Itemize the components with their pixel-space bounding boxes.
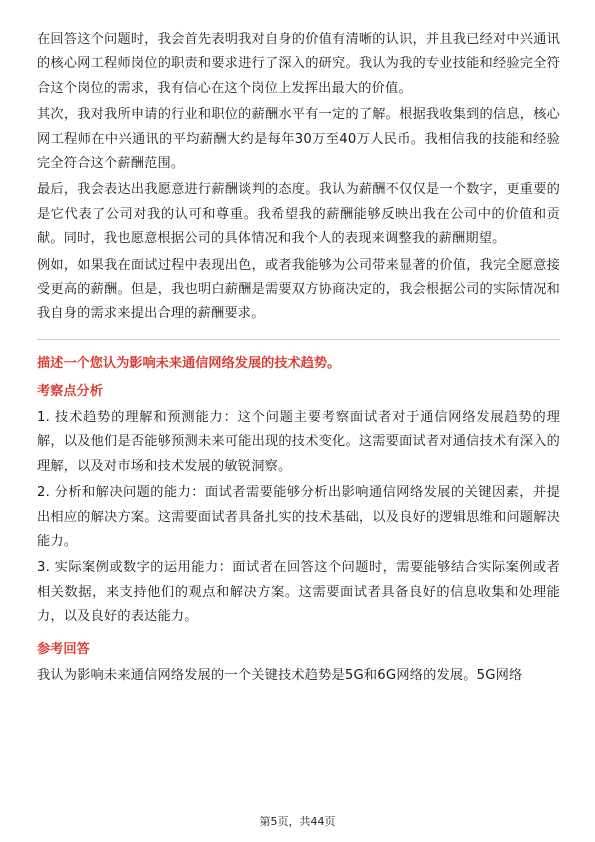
analysis-point-1: 1. 技术趋势的理解和预测能力：这个问题主要考察面试者对于通信网络发展趋势的理解，以及他们是否能够预测未来可能出现的技术变化。这需要面试者对通信技术有深入的理解，以及对市场和技术发展的敏锐洞察。 xyxy=(37,409,560,474)
analysis-point-3: 3. 实际案例或数字的运用能力：面试者在回答这个问题时，需要能够结合实际案例或者相关数据，来支持他们的观点和解决方案。这需要面试者具备良好的信息收集和处理能力，以及良好的表达能力。 xyxy=(37,560,560,625)
analysis-point-2: 2. 分析和解决问题的能力：面试者需要能够分析出影响通信网络发展的关键因素，并提出相应的解决方案。这需要面试者具备扎实的技术基础，以及良好的逻辑思维和问题解决能力。 xyxy=(37,485,560,549)
answer-paragraph-3: 最后，我会表达出我愿意进行薪酬谈判的态度。我认为薪酬不仅仅是一个数字，更重要的是它代表了公司对我的认可和尊重。我希望我的薪酬能够反映出我在公司中的价值和贡献。同时，我也愿意根据公司的具体情况和我个人的表现来调整我的薪酬期望。 xyxy=(37,182,560,247)
answer-paragraph-1: 在回答这个问题时，我会首先表明我对自身的价值有清晰的认识，并且我已经对中兴通讯的核心网工程师岗位的职责和要求进行了深入的研究。我认为我的专业技能和经验完全符合这个岗位的需求，我有信心在这个岗位上发挥出最大的价值。 xyxy=(37,32,560,96)
reference-answer-text: 我认为影响未来通信网络发展的一个关键技术趋势是5G和6G网络的发展。5G网络 xyxy=(37,667,523,683)
question-title: 描述一个您认为影响未来通信网络发展的技术趋势。 xyxy=(37,355,341,371)
answer-paragraph-2: 其次，我对我所申请的行业和职位的薪酬水平有一定的了解。根据我收集到的信息，核心网工程师在中兴通讯的平均薪酬大约是每年30万至40万人民币。我相信我的技能和经验完全符合这个薪酬范围。 xyxy=(37,107,560,172)
page-footer: 第5页，共44页 xyxy=(259,815,336,828)
reference-heading: 参考回答 xyxy=(37,641,90,657)
section-divider xyxy=(37,339,560,340)
answer-paragraph-4: 例如，如果我在面试过程中表现出色，或者我能够为公司带来显著的价值，我完全愿意接受更高的薪酬。但是，我也明白薪酬是需要双方协商决定的，我会根据公司的实际情况和我自身的需求来提出合理的薪酬要求。 xyxy=(37,257,560,322)
analysis-heading: 考察点分析 xyxy=(37,383,103,399)
page-content xyxy=(37,28,560,690)
